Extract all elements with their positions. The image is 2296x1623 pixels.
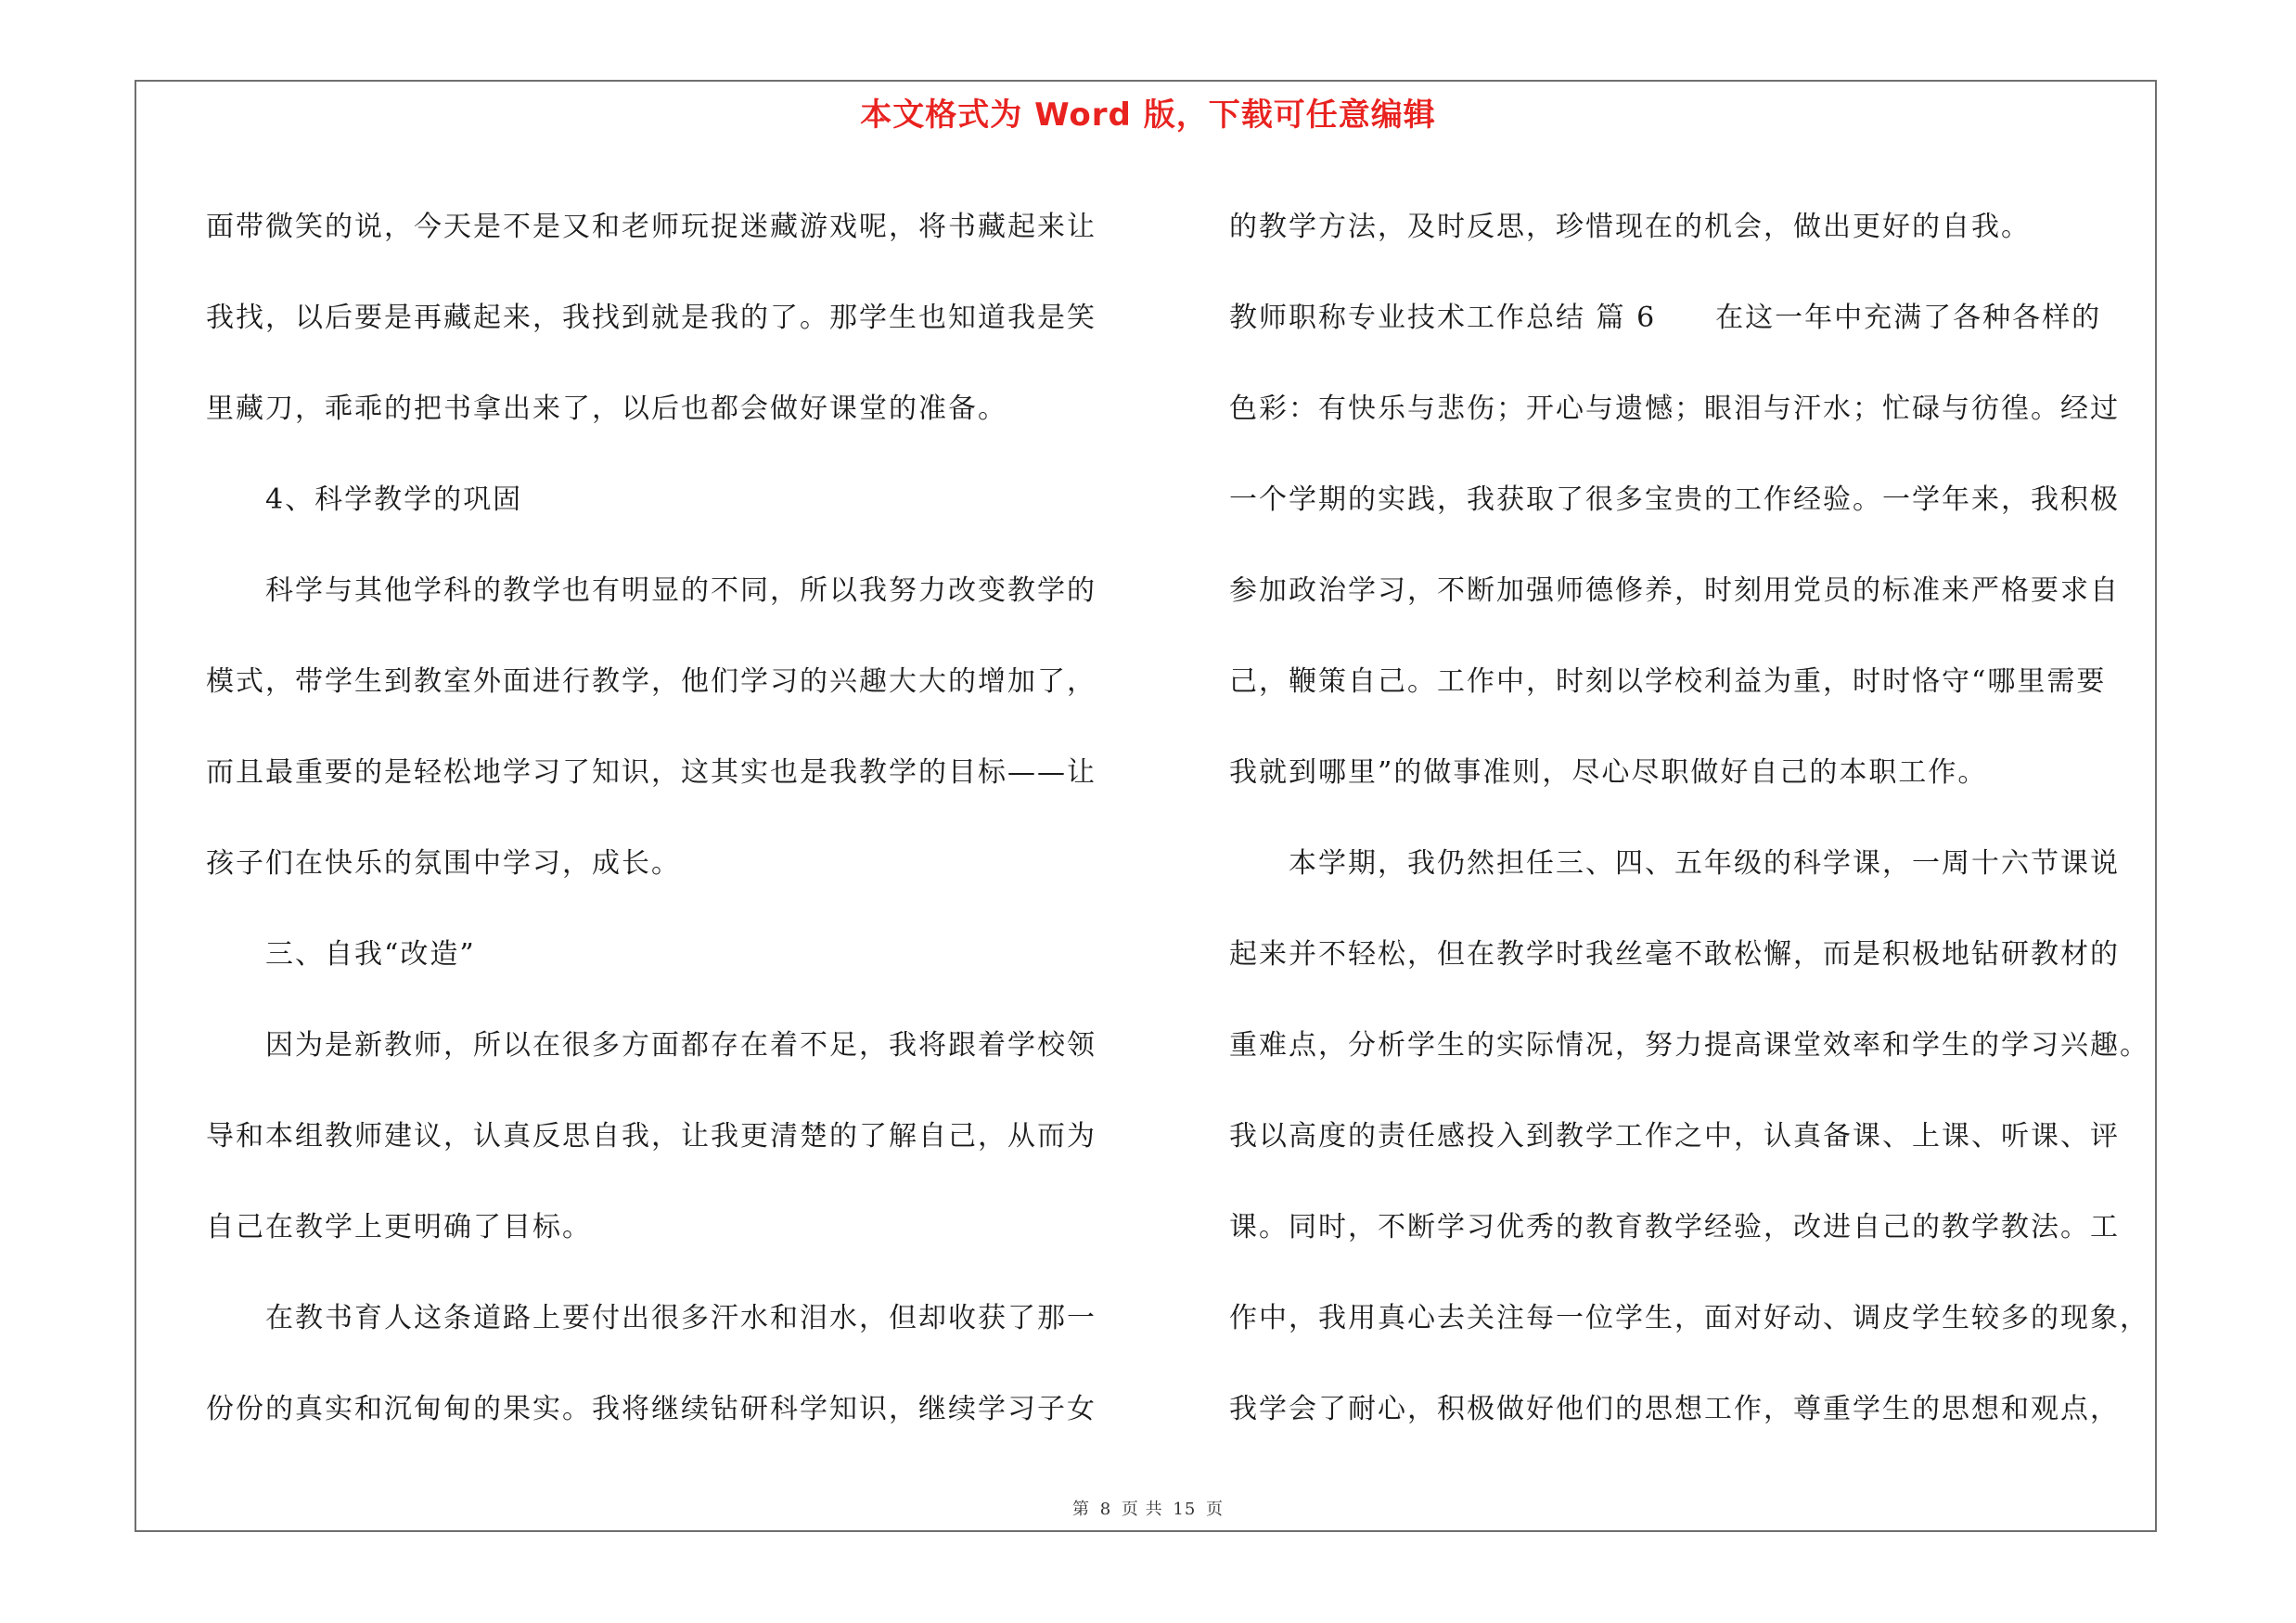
- text-line: 己，鞭策自己。工作中，时刻以学校利益为重，时时恪守“哪里需要: [1229, 665, 2107, 698]
- text-line: 参加政治学习，不断加强师德修养，时刻用党员的标准来严格要求自: [1229, 574, 2120, 607]
- text-line: 份份的真实和沉甸甸的果实。我将继续钻研科学知识，继续学习子女: [206, 1393, 1097, 1425]
- footer-prefix: 第: [1071, 1500, 1090, 1519]
- text-line: 作中，我用真心去关注每一位学生，面对好动、调皮学生较多的现象，: [1229, 1302, 2149, 1334]
- text-line: 我以高度的责任感投入到教学工作之中，认真备课、上课、听课、评: [1229, 1120, 2120, 1153]
- text-line: 本学期，我仍然担任三、四、五年级的科学课，一周十六节课说: [1229, 847, 2120, 880]
- text-line: 重难点，分析学生的实际情况，努力提高课堂效率和学生的学习兴趣。: [1229, 1029, 2149, 1062]
- footer-middle: 页 共: [1121, 1500, 1163, 1519]
- text-line: 我学会了耐心，积极做好他们的思想工作，尊重学生的思想和观点，: [1229, 1393, 2120, 1425]
- text-line: 色彩：有快乐与悲伤；开心与遗憾；眼泪与汗水；忙碌与彷徨。经过: [1229, 393, 2120, 425]
- text-line: 教师职称专业技术工作总结 篇 6 在这一年中充满了各种各样的: [1229, 302, 2102, 334]
- text-line: 而且最重要的是轻松地学习了知识，这其实也是我教学的目标——让: [206, 756, 1097, 789]
- total-page-count: 15: [1173, 1500, 1197, 1519]
- text-line: 因为是新教师，所以在很多方面都存在着不足，我将跟着学校领: [206, 1029, 1097, 1062]
- text-line: 模式，带学生到教室外面进行教学，他们学习的兴趣大大的增加了，: [206, 665, 1097, 698]
- text-line: 科学与其他学科的教学也有明显的不同，所以我努力改变教学的: [206, 574, 1097, 607]
- text-line: 面带微笑的说，今天是不是又和老师玩捉迷藏游戏呢，将书藏起来让: [206, 211, 1097, 243]
- text-line: 自己在教学上更明确了目标。: [206, 1211, 592, 1243]
- text-line: 我就到哪里”的做事准则，尽心尽职做好自己的本职工作。: [1229, 756, 1988, 789]
- section-heading: 4、科学教学的巩固: [206, 483, 523, 516]
- text-line: 课。同时，不断学习优秀的教育教学经验，改进自己的教学教法。工: [1229, 1211, 2120, 1243]
- left-text-column: [206, 182, 1097, 1455]
- right-text-column: [1229, 182, 2149, 1455]
- page-footer: [0, 1496, 2296, 1520]
- text-line: 起来并不轻松，但在教学时我丝毫不敢松懈，而是积极地钻研教材的: [1229, 938, 2120, 971]
- text-line: 在教书育人这条道路上要付出很多汗水和泪水，但却收获了那一: [206, 1302, 1097, 1334]
- footer-suffix: 页: [1206, 1500, 1225, 1519]
- text-line: 我找，以后要是再藏起来，我找到就是我的了。那学生也知道我是笑: [206, 302, 1097, 334]
- section-heading: 三、自我“改造”: [206, 938, 476, 971]
- text-line: 的教学方法，及时反思，珍惜现在的机会，做出更好的自我。: [1229, 211, 2031, 243]
- text-line: 孩子们在快乐的氛围中学习，成长。: [206, 847, 681, 880]
- current-page-number: 8: [1099, 1500, 1112, 1519]
- banner-notice: 本文格式为 Word 版，下载可任意编辑: [860, 97, 1436, 134]
- text-line: 导和本组教师建议，认真反思自我，让我更清楚的了解自己，从而为: [206, 1120, 1097, 1153]
- text-line: 里藏刀，乖乖的把书拿出来了，以后也都会做好课堂的准备。: [206, 393, 1007, 425]
- text-line: 一个学期的实践，我获取了很多宝贵的工作经验。一学年来，我积极: [1229, 483, 2120, 516]
